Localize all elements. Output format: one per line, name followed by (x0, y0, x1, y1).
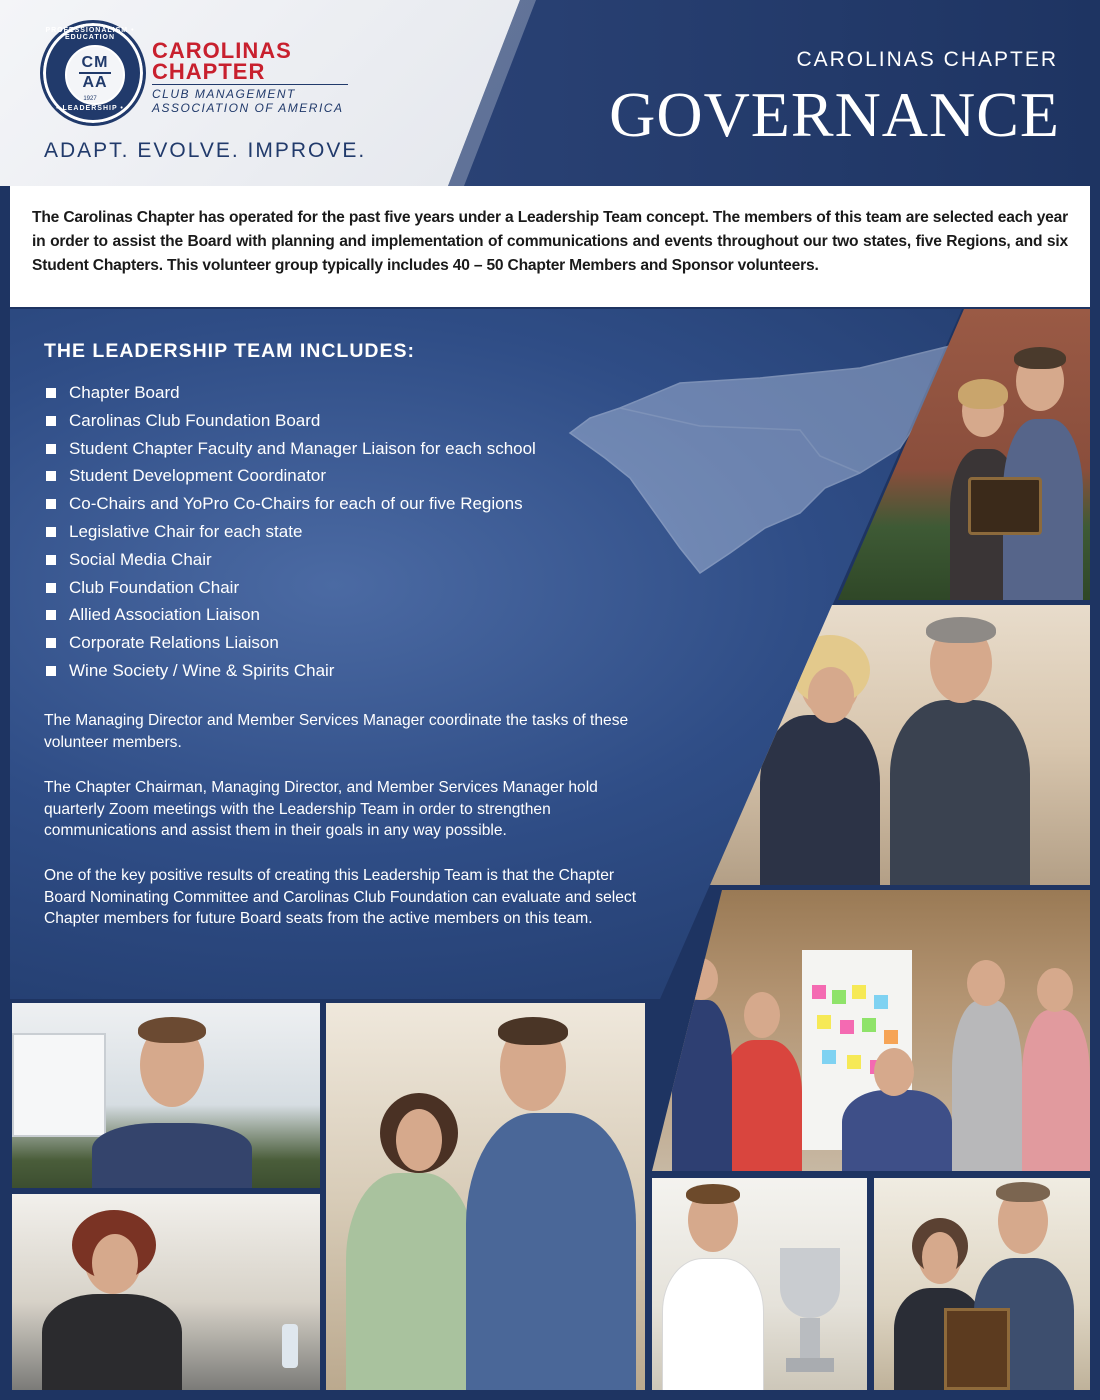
brand-subtitle-line-1: CLUB MANAGEMENT (152, 87, 296, 101)
leadership-list (44, 381, 536, 687)
square-bullet-icon (46, 416, 56, 426)
body-paragraph-coordination: The Managing Director and Member Services Manager coordinate the tasks of these volunteer members. (44, 712, 629, 751)
seal-year: 1927 (83, 96, 97, 102)
brand-name-line-1: CAROLINAS (152, 38, 292, 63)
seal-ring-text-top: PROFESSIONALISM • EDUCATION (45, 27, 135, 41)
square-bullet-icon (46, 499, 56, 509)
photo-young-professionals (326, 1003, 645, 1390)
list-item (44, 492, 536, 520)
square-bullet-icon (46, 444, 56, 454)
square-bullet-icon (46, 527, 56, 537)
page-kicker: CAROLINAS CHAPTER (796, 48, 1058, 71)
body-paragraph-meetings: The Chapter Chairman, Managing Director, and Member Services Manager hold quarterly Zoom meetings with the Leadership Team in order to strengthen communications and assist them in their goals in any way possible. (44, 779, 598, 839)
list-item (44, 464, 536, 492)
list-item (44, 576, 536, 604)
list-item (44, 437, 536, 465)
list-item-label: Co-Chairs and YoPro Co-Chairs for each of our five Regions (69, 494, 523, 514)
list-item (44, 603, 536, 631)
list-item-label: Club Foundation Chair (69, 577, 240, 597)
seal-ring-text-bottom: • LEADERSHIP • (56, 105, 124, 112)
square-bullet-icon (46, 610, 56, 620)
list-item-label: Student Development Coordinator (69, 466, 327, 486)
list-item (44, 631, 536, 659)
list-item (44, 409, 536, 437)
list-item-label: Chapter Board (69, 383, 180, 402)
seal-letters-bottom: AA (82, 74, 108, 91)
list-item-label: Allied Association Liaison (69, 605, 260, 625)
intro-paragraph: The Carolinas Chapter has operated for the past five years under a Leadership Team concept. The members of this team are selected each year in order to assist the Board with planning and implementation of communications and events throughout our two states, five Regions, and six Student Chapters. This volunteer group typically includes 40 – 50 Chapter Members and Sponsor volunteers. (32, 209, 1068, 274)
list-item-label: Carolinas Club Foundation Board (69, 410, 321, 430)
tagline: ADAPT. EVOLVE. IMPROVE. (44, 139, 367, 162)
photo-student-with-trophy (652, 1178, 867, 1390)
square-bullet-icon (46, 388, 56, 398)
photo-member-at-tasting (12, 1194, 320, 1390)
square-bullet-icon (46, 583, 56, 593)
brand-rule (152, 84, 348, 85)
photo-plaque-presentation (874, 1178, 1090, 1390)
square-bullet-icon (46, 471, 56, 481)
brand-name-line-2: CHAPTER (152, 59, 266, 84)
leadership-heading: THE LEADERSHIP TEAM INCLUDES: (44, 340, 415, 362)
list-item (44, 548, 536, 576)
square-bullet-icon (46, 666, 56, 676)
body-paragraph-results: One of the key positive results of creating this Leadership Team is that the Chapter Board Nominating Committee and Carolinas Club Foundation can evaluate and select Chapter members for future Board seats from the active members on this team. (44, 867, 637, 927)
list-item (44, 659, 536, 687)
list-item-label: Social Media Chair (69, 549, 212, 569)
list-item (44, 520, 536, 548)
list-item-label: Legislative Chair for each state (69, 521, 303, 541)
cmaa-seal-logo (40, 20, 146, 126)
photo-member-portrait (12, 1003, 320, 1188)
photo-group-mission-statement (652, 890, 1090, 1171)
page-title: GOVERNANCE (609, 79, 1060, 150)
list-item-label: Corporate Relations Liaison (69, 633, 279, 653)
square-bullet-icon (46, 555, 56, 565)
list-item-label: Student Chapter Faculty and Manager Liaison for each school (69, 438, 536, 458)
list-item-label: Wine Society / Wine & Spirits Chair (69, 660, 335, 680)
brand-subtitle-line-2: ASSOCIATION OF AMERICA (152, 101, 344, 115)
square-bullet-icon (46, 638, 56, 648)
footer-strip (0, 1392, 1100, 1400)
list-item (44, 381, 536, 409)
seal-letters-top: CM (81, 54, 109, 71)
